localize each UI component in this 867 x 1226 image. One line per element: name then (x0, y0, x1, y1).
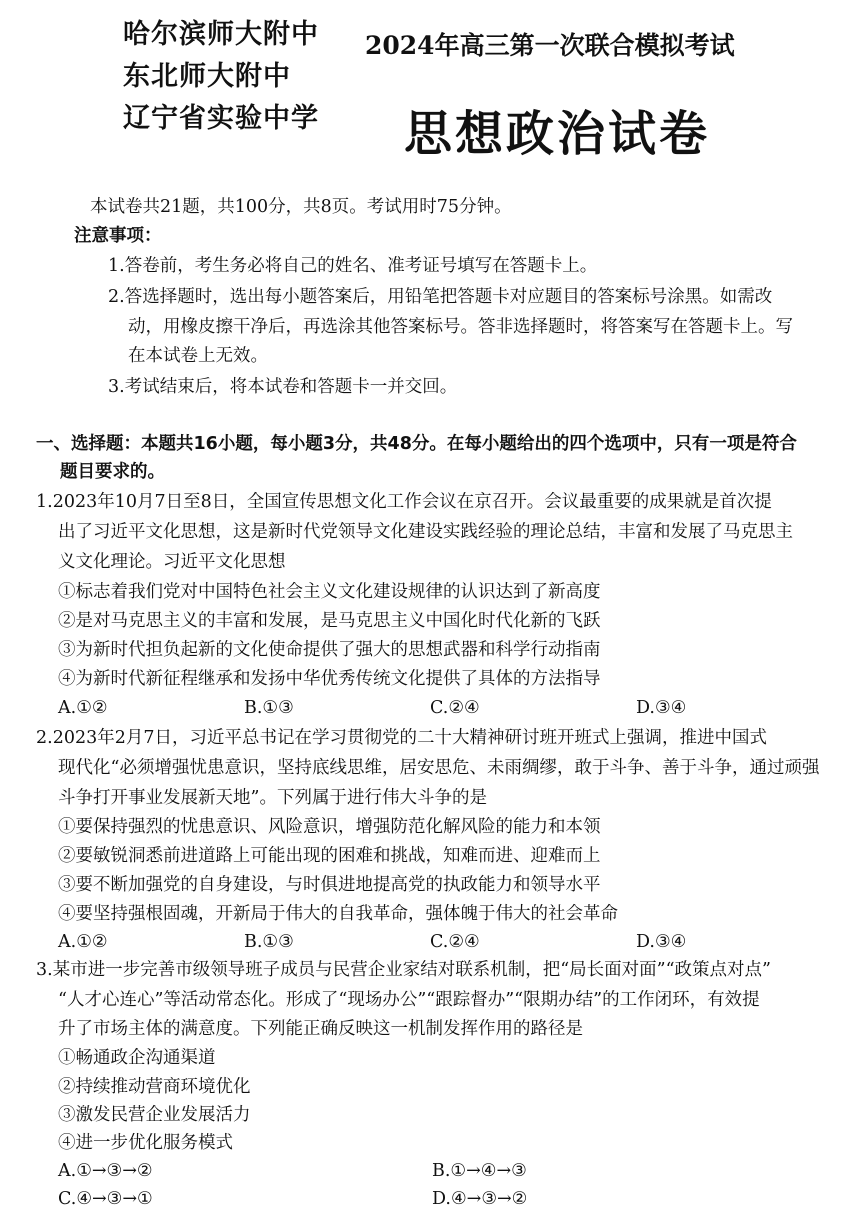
option-c[interactable]: C.④→③→① (58, 1189, 153, 1209)
notice-item-continued: 动，用橡皮擦干净后，再选涂其他答案标号。答非选择题时，将答案写在答题卡上。写 (128, 317, 793, 337)
question-2-stem: 斗争打开事业发展新天地”。下列属于进行伟大斗争的是 (58, 788, 487, 808)
option-b[interactable]: B.①③ (244, 932, 294, 952)
question-3-stem: 3.某市进一步完善市级领导班子成员与民营企业家结对联系机制，把“局长面对面”“政策点对点” (36, 960, 771, 980)
paper-title: 思想政治试卷 (404, 106, 711, 162)
option-a[interactable]: A.①② (58, 932, 108, 952)
section-heading: 一、选择题：本题共16小题，每小题3分，共48分。在每小题给出的四个选项中，只有一项是符合 (36, 434, 797, 454)
option-c[interactable]: C.②④ (430, 932, 480, 952)
option-b[interactable]: B.①③ (244, 698, 294, 718)
option-d[interactable]: D.③④ (636, 932, 687, 952)
question-3-item: ①畅通政企沟通渠道 (58, 1048, 216, 1068)
question-2-item: ③要不断加强党的自身建设，与时俱进地提高党的执政能力和领导水平 (58, 875, 601, 895)
option-d[interactable]: D.④→③→② (432, 1189, 528, 1209)
question-1-stem: 1.2023年10月7日至8日，全国宣传思想文化工作会议在京召开。会议最重要的成果就是首次提 (36, 492, 772, 512)
option-c[interactable]: C.②④ (430, 698, 480, 718)
notice-item: 1.答卷前，考生务必将自己的姓名、准考证号填写在答题卡上。 (108, 256, 598, 276)
question-1-options (58, 694, 818, 722)
question-1-stem: 义文化理论。习近平文化思想 (58, 552, 286, 572)
question-1-stem: 出了习近平文化思想，这是新时代党领导文化建设实践经验的理论总结，丰富和发展了马克思主 (58, 522, 793, 542)
school-name: 哈尔滨师大附中 (123, 19, 319, 50)
notice-item: 2.答选择题时，选出每小题答案后，用铅笔把答题卡对应题目的答案标号涂黑。如需改 (108, 287, 773, 307)
question-2-stem: 2.2023年2月7日，习近平总书记在学习贯彻党的二十大精神研讨班开班式上强调，推进中国式 (36, 728, 767, 748)
question-1-item: ③为新时代担负起新的文化使命提供了强大的思想武器和科学行动指南 (58, 640, 601, 660)
question-1-item: ④为新时代新征程继承和发扬中华优秀传统文化提供了具体的方法指导 (58, 669, 601, 689)
question-2-item: ①要保持强烈的忧患意识、风险意识，增强防范化解风险的能力和本领 (58, 817, 601, 837)
question-2-stem: 现代化“必须增强忧患意识，坚持底线思维，居安思危、未雨绸缪，敢于斗争、善于斗争，通过顽强 (58, 758, 820, 778)
notice-item: 3.考试结束后，将本试卷和答题卡一并交回。 (108, 377, 458, 397)
question-1-item: ②是对马克思主义的丰富和发展，是马克思主义中国化时代化新的飞跃 (58, 611, 601, 631)
question-2-options (58, 928, 818, 956)
school-name: 辽宁省实验中学 (123, 103, 319, 134)
option-a[interactable]: A.①→③→② (58, 1161, 153, 1181)
school-name: 东北师大附中 (123, 61, 291, 92)
exam-title: 2024年高三第一次联合模拟考试 (365, 31, 735, 60)
exam-info: 本试卷共21题，共100分，共8页。考试用时75分钟。 (90, 197, 512, 217)
notice-item-continued: 在本试卷上无效。 (128, 346, 268, 366)
question-3-item: ④进一步优化服务模式 (58, 1133, 233, 1153)
school-list (123, 14, 353, 140)
notice-heading: 注意事项： (74, 226, 162, 246)
option-b[interactable]: B.①→④→③ (432, 1161, 527, 1181)
question-2-item: ②要敏锐洞悉前进道路上可能出现的困难和挑战，知难而进、迎难而上 (58, 846, 601, 866)
question-3-item: ③激发民营企业发展活力 (58, 1105, 251, 1125)
question-3-stem: “人才心连心”等活动常态化。形成了“现场办公”“跟踪督办”“限期办结”的工作闭环，有效提 (58, 990, 760, 1010)
question-1-item: ①标志着我们党对中国特色社会主义文化建设规律的认识达到了新高度 (58, 582, 601, 602)
section-heading-continued: 题目要求的。 (60, 462, 165, 482)
option-a[interactable]: A.①② (58, 698, 108, 718)
option-d[interactable]: D.③④ (636, 698, 687, 718)
question-3-item: ②持续推动营商环境优化 (58, 1077, 251, 1097)
question-2-item: ④要坚持强根固魂，开新局于伟大的自我革命，强体魄于伟大的社会革命 (58, 904, 618, 924)
question-3-stem: 升了市场主体的满意度。下列能正确反映这一机制发挥作用的路径是 (58, 1019, 583, 1039)
